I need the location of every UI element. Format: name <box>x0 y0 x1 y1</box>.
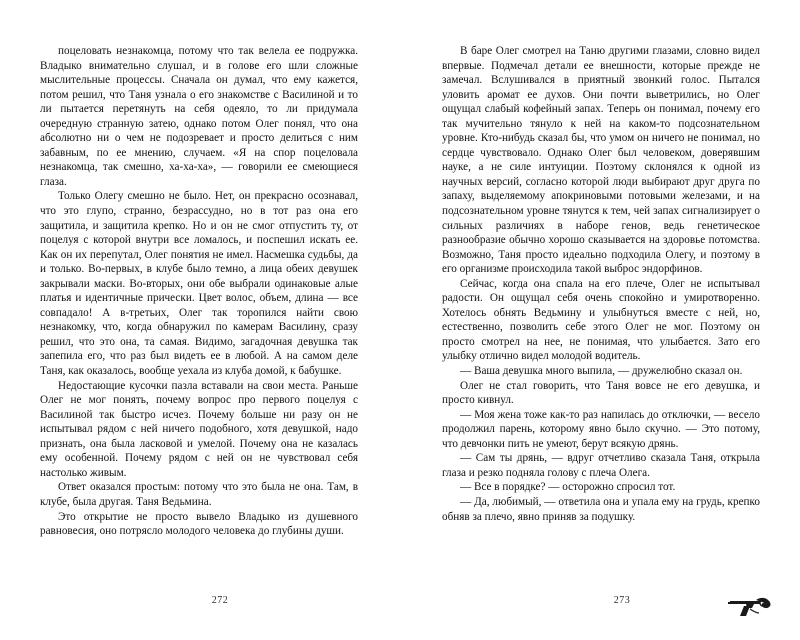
paragraph: — Моя жена тоже как-то раз напилась до отключки, — весело продолжил парень, которому явно было скучно. — Это потому, что девчонки пить не умеют, берут всякую дрянь. <box>442 408 760 450</box>
pistol-ornament-icon <box>726 592 774 622</box>
paragraph: Ответ оказался простым: потому что это была не она. Там, в клубе, была другая. Таня Ведьмина. <box>40 481 358 508</box>
paragraph: — Все в порядке? — осторожно спросил тот. <box>460 481 676 494</box>
page-number-left: 272 <box>211 595 229 606</box>
right-page <box>400 44 760 610</box>
paragraph: Олег не стал говорить, что Таня вовсе не его девушка, и просто кивнул. <box>442 379 760 407</box>
paragraph: Недостающие кусочки пазла вставали на свои места. Раньше Олег не мог понять, почему вопрос про первого поцелуя с Василиной так быстро исчез. Почему больше ни разу он не испытывал рядом с ней ничего подобного, хотя девушкой, надо признать, она была ласковой и умелой. Почему она не казалась ему особенной. Почему рядом с ней он не чувствовал себя настолько живым. <box>40 379 358 479</box>
paragraph: Сейчас, когда она спала на его плече, Олег не испытывал радости. Он ощущал себя очень спокойно и умиротворенно. Хотелось обнять Ведьмину и улыбнуться вместе с ней, но, естественно, позволить себе этого Олег не мог. Поэтому он просто смотрел на нее, не понимая, что улыбается. Зато его улыбку отлично видел молодой водитель. <box>442 277 760 363</box>
paragraph: Это открытие не просто вывело Владыко из душевного равновесия, оно потрясло молодого человека до глубины души. <box>40 510 358 538</box>
paragraph: Только Олегу смешно не было. Нет, он прекрасно осознавал, что это глупо, странно, безрассудно, но в тот раз она его защитила, и защитила крепко. Но и он не смог отпустить ту, от поцелуя с которой внутри все ломалось, и поспешил искать ее. Как он их перепутал, Олег понятия не имел. Насмешка судьбы, да и только. Во-первых, в клубе было темно, а лица обеих девушек закрывали маски. Во-вторых, они обе выбрали одинаковые алые платья и идентичные прически. Цвет волос, объем, длина — все совпадало! А в-третьих, Олег так торопился найти свою незнакомку, что, когда обнаружил по камерам Василину, сразу решил, что это она, та самая. Видимо, загадочная девушка так запепила его, что раз был видеть ее в любой. А на самом деле Таня, как оказалось, вообще уехала из клуба домой, к бабушке. <box>40 190 358 378</box>
paragraph: — Сам ты дрянь, — вдруг отчетливо сказала Таня, открыла глаза и резко подняла голову с плеча Олега. <box>442 452 760 479</box>
paragraph: поцеловать незнакомца, потому что так велела ее подружка. Владыко внимательно слушал, и в голове его шли сложные мыслительные процессы. Сначала он думал, что ему кажется, потом решил, что Таня узнала о его знакомстве с Василиной и то ли пытается перетянуть на себя одеяло, то ли придумала очередную странную затею, однако потом Олег понял, что она абсолютно ни о чем не подозревает и просто делиться с ним забавным, по ее мнению, случаем. «Я на спор поцеловала незнакомца, так смешно, ха-ха-ха», — говорили ее смеющиеся глаза. <box>40 45 358 188</box>
page-number-right: 273 <box>613 595 631 606</box>
paragraph: В баре Олег смотрел на Таню другими глазами, словно видел впервые. Подмечал детали ее внешности, которые прежде не замечал. Вслушивался в приятный звонкий голос. Пытался уловить аромат ее духов. Они почти выветрились, но Олег ощущал слабый кофейный запах. Теперь он понимал, почему его так мучительно тянуло к ней на каком-то подсознательном уровне. Кто-нибудь сказал бы, что умом он ничего не понимал, но сердце чувствовало. Однако Олег был человеком, доверявшим науке, а не силе интуиции. Поэтому склонялся к одной из научных версий, согласно которой люди выбирают друг друга по запаху, выделяемому апокриновыми потовыми железами, и на подсознательном уровне тянутся к тем, чей запах сигнализирует о сильных различиях в наборе генов, ведь генетическое разнообразие обычно хорошо сказывается на здоровье потомства. Возможно, Таня просто идеально подходила Олегу, и поэтому в его организме происходила такой выброс эндорфинов. <box>442 45 760 276</box>
left-page <box>40 44 400 610</box>
paragraph: — Ваша девушка много выпила, — дружелюбно сказал он. <box>460 365 743 378</box>
left-page-body <box>40 44 358 610</box>
paragraph: — Да, любимый, — ответила она и упала ему на грудь, крепко обняв за плечо, явно приняв за подушку. <box>442 495 760 523</box>
right-page-body <box>442 44 760 610</box>
